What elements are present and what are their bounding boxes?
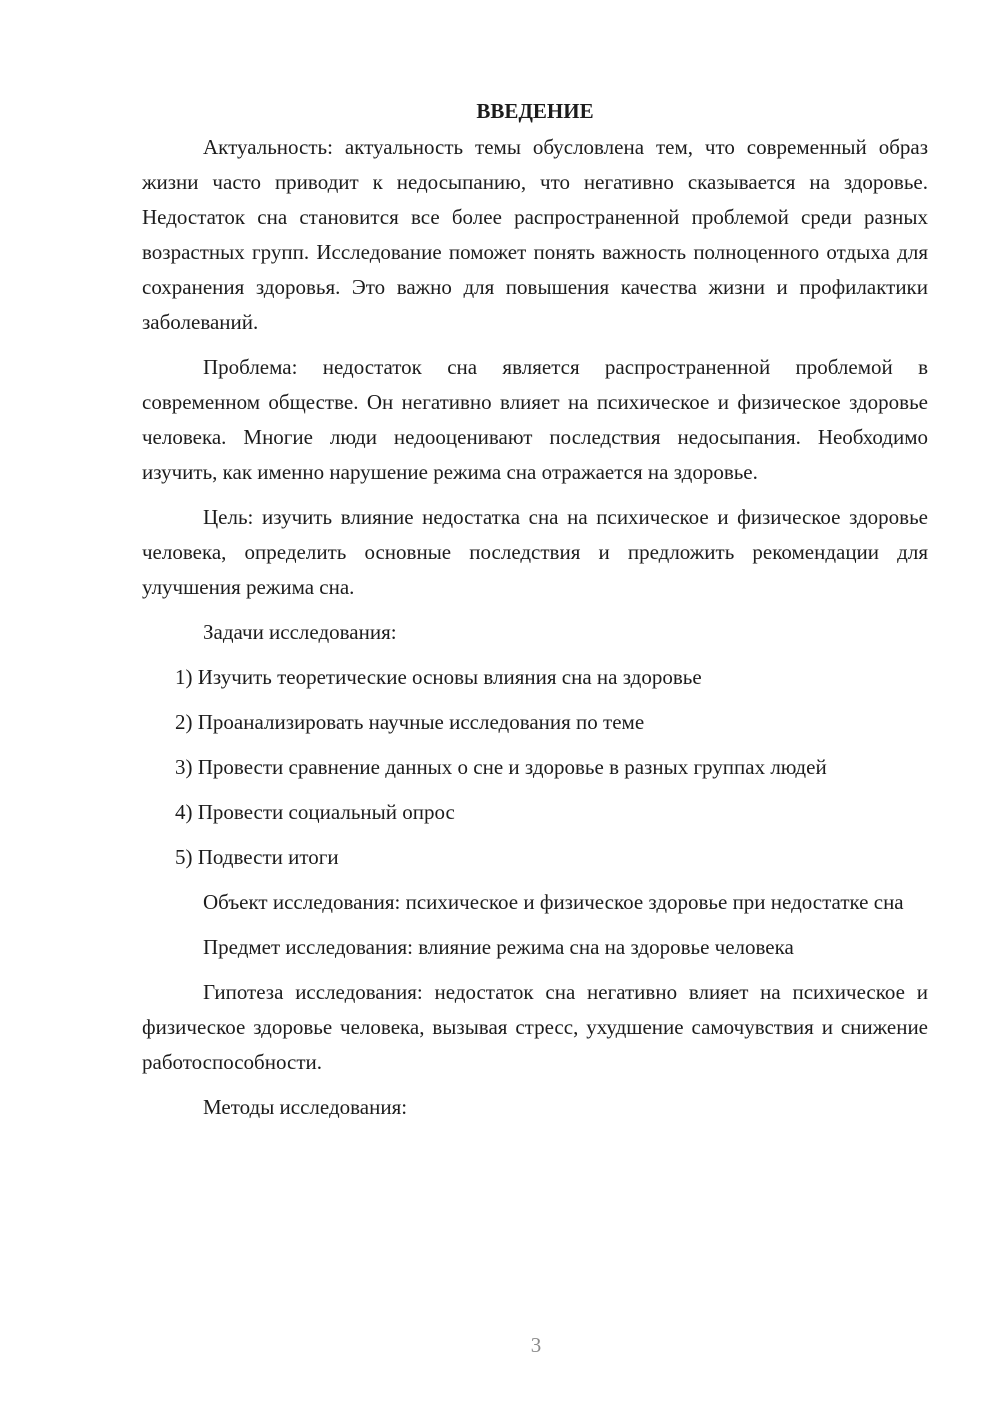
task-item-3: 3) Провести сравнение данных о сне и здоровье в разных группах людей [175, 755, 827, 779]
page-number: 3 [530, 1333, 542, 1357]
tasks-heading: Задачи исследования: [203, 620, 397, 644]
section-title: ВВЕДЕНИЕ [476, 99, 594, 123]
task-item-2: 2) Проанализировать научные исследования по теме [175, 710, 645, 734]
task-item-4: 4) Провести социальный опрос [175, 800, 455, 824]
subject-paragraph: Предмет исследования: влияние режима сна на здоровье человека [203, 935, 794, 959]
relevance-paragraph: Актуальность: актуальность темы обусловлена тем, что современный образ жизни часто приводит к недосыпанию, что негативно сказывается на здоровье. Недостаток сна становится все более распространенной проблемой среди разных возрастных групп. Исследование поможет понять важность полноценного отдыха для сохранения здоровья. Это важно для повышения качества жизни и профилактики заболеваний. [142, 135, 928, 334]
task-item-1: 1) Изучить теоретические основы влияния сна на здоровье [175, 665, 702, 689]
document-page [142, 96, 928, 1135]
goal-paragraph: Цель: изучить влияние недостатка сна на психическое и физическое здоровье человека, определить основные последствия и предложить рекомендации для улучшения режима сна. [142, 505, 928, 599]
task-item-5: 5) Подвести итоги [175, 845, 339, 869]
problem-paragraph: Проблема: недостаток сна является распространенной проблемой в современном обществе. Он негативно влияет на психическое и физическое здоровье человека. Многие люди недооценивают последствия недосыпания. Необходимо изучить, как именно нарушение режима сна отражается на здоровье. [142, 355, 928, 484]
methods-heading: Методы исследования: [203, 1095, 408, 1119]
object-paragraph: Объект исследования: психическое и физическое здоровье при недостатке сна [203, 890, 904, 914]
hypothesis-paragraph: Гипотеза исследования: недостаток сна негативно влияет на психическое и физическое здоровье человека, вызывая стресс, ухудшение самочувствия и снижение работоспособности. [142, 980, 928, 1074]
